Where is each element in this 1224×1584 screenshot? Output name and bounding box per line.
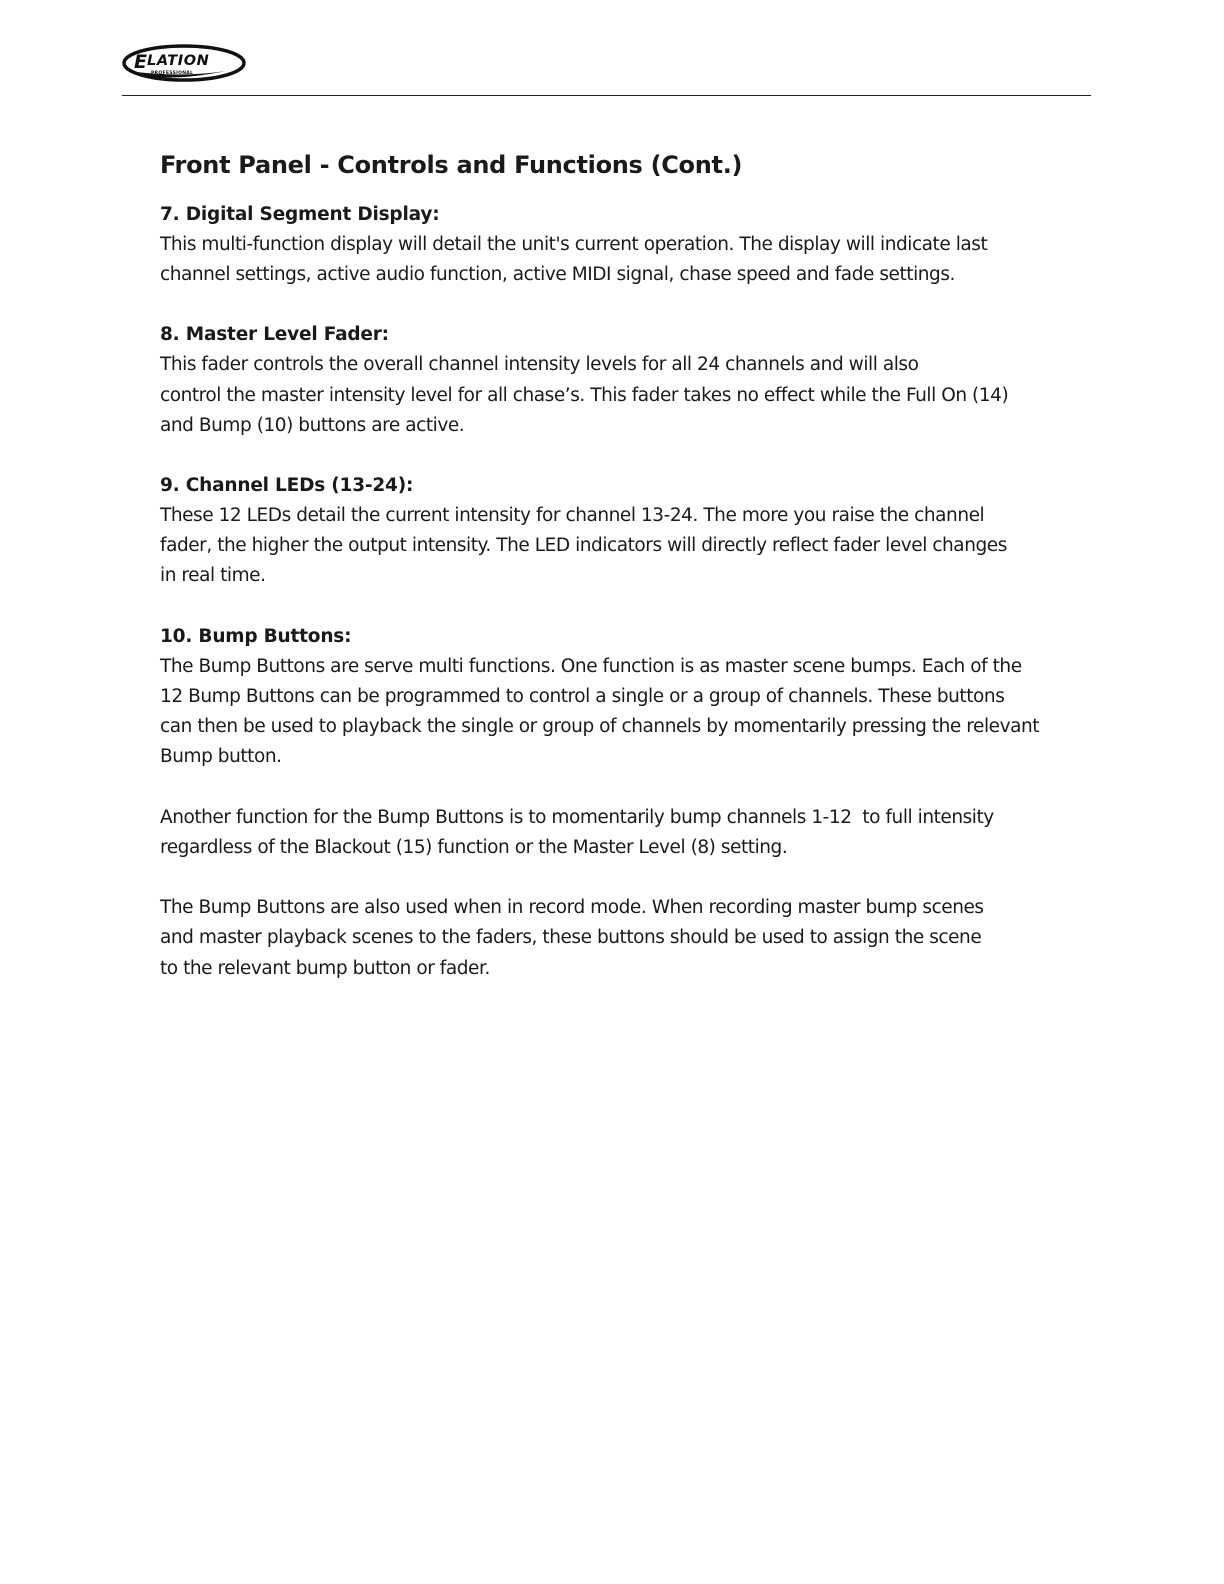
text-line: can then be used to playback the single or group of channels by momentarily pressing the relevant (160, 716, 1040, 738)
text-line: fader, the higher the output intensity. The LED indicators will directly reflect fader level changes (160, 535, 1007, 557)
section-paragraph (160, 893, 1090, 984)
section-paragraph (160, 350, 1090, 441)
document-body (160, 148, 1090, 1014)
page-header (0, 0, 1224, 100)
text-line: in real time. (160, 565, 266, 587)
svg-text:PROFESSIONAL: PROFESSIONAL (151, 71, 194, 76)
header-divider (122, 95, 1091, 96)
text-line: These 12 LEDs detail the current intensity for channel 13-24. The more you raise the channel (160, 505, 985, 527)
elation-logo-graphic (122, 38, 247, 84)
text-line: Another function for the Bump Buttons is to momentarily bump channels 1-12 to full intensity (160, 806, 994, 828)
section-digital-segment-display (160, 200, 1090, 290)
text-line: This multi-function display will detail the unit's current operation. The display will indicate last (160, 234, 988, 255)
text-line: to the relevant bump button or fader. (160, 957, 490, 979)
text-line: Bump button. (160, 746, 282, 768)
section-paragraph (160, 652, 1090, 773)
section-channel-leds (160, 471, 1090, 592)
section-bump-buttons (160, 622, 1090, 984)
text-line: and Bump (10) buttons are active. (160, 414, 465, 436)
svg-text:LATION: LATION (147, 53, 210, 69)
section-heading: 10. Bump Buttons: (160, 625, 352, 647)
svg-text:E: E (134, 51, 148, 73)
section-paragraph (160, 501, 1090, 592)
page-title: Front Panel - Controls and Functions (Cont.) (160, 151, 743, 179)
section-paragraph (160, 230, 1090, 290)
text-line: control the master intensity level for all chase’s. This fader takes no effect while the Full On (14) (160, 384, 1009, 406)
text-line: The Bump Buttons are also used when in record mode. When recording master bump scenes (160, 897, 984, 919)
section-heading: 8. Master Level Fader: (160, 324, 389, 346)
section-heading: 7. Digital Segment Display: (160, 204, 440, 225)
section-master-level-fader (160, 320, 1090, 441)
text-line: This fader controls the overall channel intensity levels for all 24 channels and will also (160, 354, 919, 376)
elation-logo (122, 38, 247, 84)
text-line: channel settings, active audio function, active MIDI signal, chase speed and fade settings. (160, 264, 955, 286)
text-line: regardless of the Blackout (15) function or the Master Level (8) setting. (160, 836, 788, 858)
text-line: and master playback scenes to the faders, these buttons should be used to assign the scene (160, 927, 982, 949)
section-heading: 9. Channel LEDs (13-24): (160, 475, 414, 497)
text-line: 12 Bump Buttons can be programmed to control a single or a group of channels. These buttons (160, 685, 1005, 707)
text-line: The Bump Buttons are serve multi functions. One function is as master scene bumps. Each of the (160, 655, 1022, 677)
section-paragraph (160, 803, 1090, 863)
